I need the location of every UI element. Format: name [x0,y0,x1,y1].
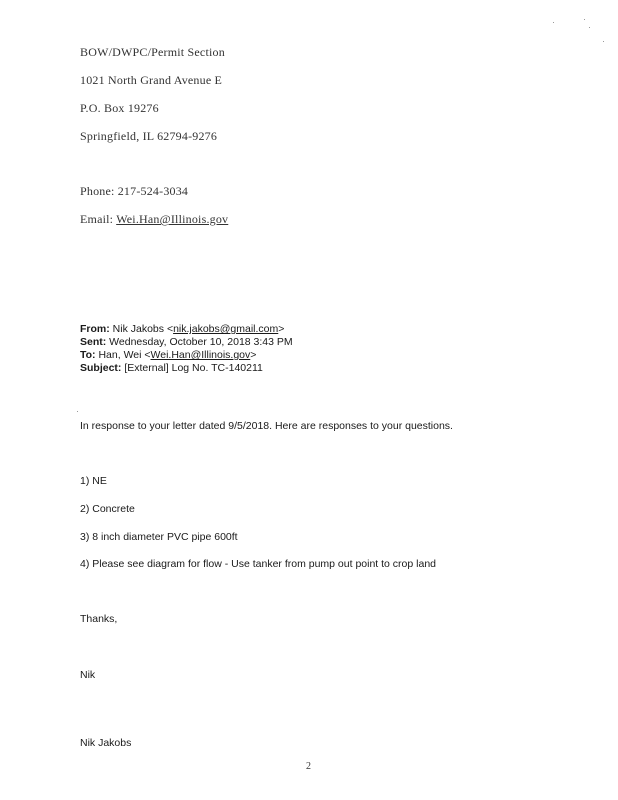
sent-value: Wednesday, October 10, 2018 3:43 PM [109,336,293,348]
address-email-label: Email: [80,212,114,226]
scan-speck [584,19,585,20]
address-city: Springfield, IL 62794-9276 [80,129,218,143]
answer-2: 2) Concrete [80,503,135,515]
scan-speck [553,22,554,23]
from-email-link[interactable]: nik.jakobs@gmail.com [173,323,279,335]
address-po-box: P.O. Box 19276 [80,101,159,115]
scan-speck [589,27,590,28]
address-email-link[interactable]: Wei.Han@Illinois.gov [116,212,229,226]
to-close: > [250,349,257,361]
address-street: 1021 North Grand Avenue E [80,73,223,87]
closing-thanks: Thanks, [80,613,118,625]
answer-3: 3) 8 inch diameter PVC pipe 600ft [80,531,238,543]
signature-full-name: Nik Jakobs [80,737,132,749]
address-section: BOW/DWPC/Permit Section [80,45,225,59]
subject-line [80,362,263,374]
to-label: To: [80,349,96,361]
body-intro: In response to your letter dated 9/5/2018. Here are responses to your questions. [80,420,453,432]
scan-speck [603,41,604,42]
scan-speck [77,411,78,412]
from-line [80,323,284,335]
address-phone: Phone: 217-524-3034 [80,184,189,198]
subject-value: [External] Log No. TC-140211 [124,362,263,374]
from-label: From: [80,323,110,335]
answer-4: 4) Please see diagram for flow - Use tanker from pump out point to crop land [80,558,437,570]
from-name: Nik Jakobs < [112,323,174,335]
from-close: > [278,323,285,335]
to-name: Han, Wei < [98,349,151,361]
address-email-line [80,212,228,227]
page-number: 2 [306,761,312,772]
sent-label: Sent: [80,336,107,348]
to-line [80,349,256,361]
sent-line [80,336,293,348]
answer-1: 1) NE [80,475,107,487]
signoff-name: Nik [80,669,96,681]
to-email-link[interactable]: Wei.Han@Illinois.gov [150,349,251,361]
subject-label: Subject: [80,362,122,374]
